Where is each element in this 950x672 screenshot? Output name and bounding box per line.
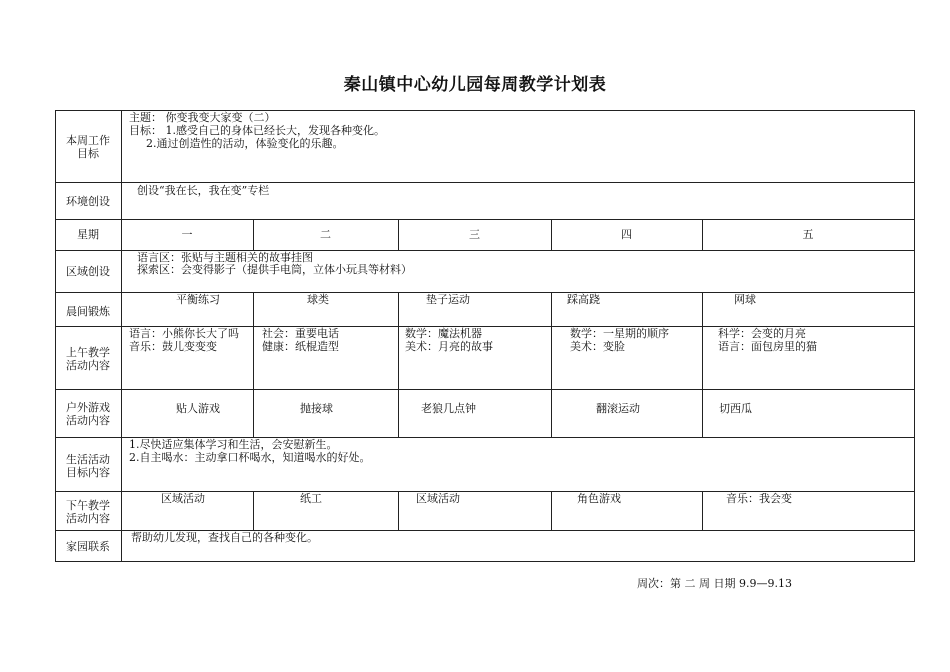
morning-exercise-item: 平衡练习 [176, 293, 220, 306]
pm-teaching-item: 音乐：我会变 [726, 492, 792, 505]
morning-exercise-item: 踩高跷 [567, 293, 600, 306]
family-content: 帮助幼儿发现，查找自己的各种变化。 [131, 531, 318, 544]
outdoor-label: 户外游戏 活动内容 [66, 401, 110, 427]
pm-teaching-item: 角色游戏 [577, 492, 621, 505]
morning-exercise-item: 球类 [307, 293, 329, 306]
table-border-right [914, 110, 915, 562]
pm-teaching-item: 区域活动 [161, 492, 205, 505]
morning-exercise-label: 晨间锻炼 [66, 305, 110, 318]
goal-text-2: 2.通过创造性的活动，体验变化的乐趣。 [146, 137, 344, 150]
pm-teaching-item: 纸工 [300, 492, 322, 505]
weekday-4: 四 [621, 228, 632, 241]
outdoor-item: 切西瓜 [719, 402, 752, 415]
am-teaching-cell: 数学：魔法机器 美术：月亮的故事 [405, 327, 493, 353]
outdoor-item: 老狼几点钟 [421, 402, 476, 415]
weekday-label: 星期 [77, 228, 99, 241]
theme-text: 主题： 你变我变大家变（二） [129, 111, 276, 124]
pm-teaching-item: 区域活动 [416, 492, 460, 505]
am-teaching-cell: 科学：会变的月亮 语言：面包房里的猫 [718, 327, 817, 353]
environment-content: 创设“我在长，我在变”专栏 [137, 184, 270, 197]
am-teaching-cell: 社会：重要电话 健康：纸棍造型 [262, 327, 339, 353]
column-divider [551, 292, 552, 437]
column-divider [253, 491, 254, 530]
weekday-3: 三 [469, 228, 480, 241]
page-title: 秦山镇中心幼儿园每周教学计划表 [343, 75, 607, 95]
weekday-5: 五 [802, 228, 814, 241]
life-line-1: 1.尽快适应集体学习和生活，会安慰新生。 [129, 438, 338, 451]
morning-exercise-item: 垫子运动 [426, 293, 470, 306]
column-divider [398, 491, 399, 530]
goals-label: 本周工作 目标 [66, 134, 110, 160]
life-label: 生活活动 目标内容 [66, 453, 110, 479]
morning-exercise-item: 网球 [734, 293, 756, 306]
family-label: 家园联系 [66, 540, 110, 553]
column-divider [702, 292, 703, 437]
weekday-2: 二 [320, 228, 331, 241]
row-divider [55, 219, 915, 220]
column-divider [398, 292, 399, 437]
area-line-2: 探索区：会变得影子（提供手电筒，立体小玩具等材料） [137, 263, 412, 276]
column-divider [551, 491, 552, 530]
table-border-left [55, 110, 56, 562]
area-line-1: 语言区：张贴与主题相关的故事挂图 [137, 251, 313, 264]
outdoor-item: 贴人游戏 [176, 402, 220, 415]
area-label: 区域创设 [66, 265, 110, 278]
outdoor-item: 抛接球 [300, 402, 333, 415]
row-divider [55, 389, 915, 390]
am-teaching-cell: 数学：一星期的顺序 美术：变脸 [570, 327, 669, 353]
life-line-2: 2.自主喝水：主动拿口杯喝水，知道喝水的好处。 [129, 451, 371, 464]
row-divider [55, 182, 915, 183]
pm-teaching-label: 下午教学 活动内容 [66, 499, 110, 525]
am-teaching-cell: 语言：小熊你长大了吗 音乐：鼓儿变变变 [129, 327, 239, 353]
label-column-divider [121, 110, 122, 562]
weekday-1: 一 [181, 228, 193, 241]
goal-text-1: 目标： 1.感受自己的身体已经长大，发现各种变化。 [129, 124, 385, 137]
outdoor-item: 翻滚运动 [596, 402, 640, 415]
week-date-footer: 周次：第 二 周 日期 9.9—9.13 [637, 577, 792, 590]
table-border-bottom [55, 561, 915, 562]
am-teaching-label: 上午教学 活动内容 [66, 346, 110, 372]
column-divider [253, 292, 254, 437]
environment-label: 环境创设 [66, 195, 110, 208]
column-divider [702, 491, 703, 530]
